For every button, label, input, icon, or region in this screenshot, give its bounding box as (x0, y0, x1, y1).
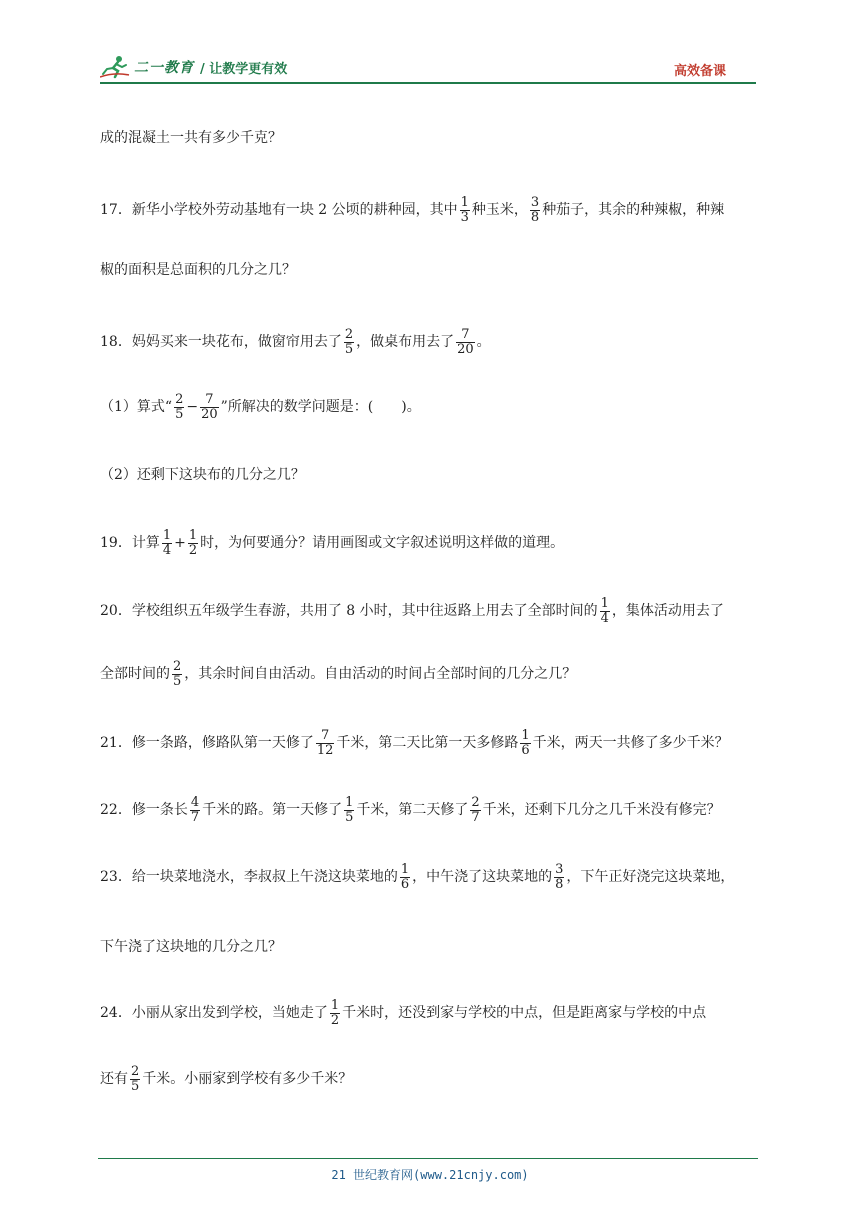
fraction: $\frac{1}{3}$ (460, 195, 469, 225)
fraction: $\frac{7}{20}$ (201, 392, 218, 422)
fraction: $\frac{1}{2}$ (330, 998, 340, 1028)
fraction: $\frac{1}{4}$ (162, 528, 172, 558)
fraction: $\frac{1}{6}$ (400, 862, 410, 892)
p16-continuation: 成的混凝土一共有多少千克？ (100, 130, 282, 146)
question-17: 17．新华小学校外劳动基地有一块 2 公顷的耕种园，其中 $\frac{1}{3}$ 种玉米， $\frac{3}{8}$ 种茄子，其余的种辣椒，种辣 (100, 195, 725, 225)
header-badge: 高效备课 (673, 64, 726, 79)
fraction: $\frac{7}{20}$ (457, 327, 474, 357)
fraction: $\frac{7}{12}$ (316, 728, 334, 758)
runner-logo-icon (100, 55, 130, 79)
footer-divider (98, 1158, 758, 1159)
fraction: $\frac{1}{6}$ (521, 728, 530, 758)
logo (100, 54, 287, 80)
fraction: $\frac{3}{8}$ (530, 195, 540, 225)
question-22: 22．修一条长 $\frac{4}{7}$ 千米的路。第一天修了 $\frac{1}{5}$ 千米，第二天修了 $\frac{2}{7}$ 千米，还剩下几分之几千米没有修完？ (100, 795, 721, 825)
fraction: $\frac{2}{5}$ (131, 1064, 140, 1094)
fraction: $\frac{2}{5}$ (175, 392, 184, 422)
footer-text: 21 世纪教育网(www.21cnjy.com) (331, 1168, 529, 1182)
question-23-line2: 下午浇了这块地的几分之几？ (100, 939, 282, 955)
question-20-line2: 全部时间的 $\frac{2}{5}$ ，其余时间自由活动。自由活动的时间占全部时间的几分之几？ (100, 659, 577, 689)
fraction: $\frac{3}{8}$ (555, 862, 564, 892)
fraction: $\frac{1}{4}$ (600, 596, 609, 626)
fraction: $\frac{1}{5}$ (345, 795, 354, 825)
header-divider (100, 82, 756, 84)
fraction: $\frac{2}{5}$ (344, 327, 354, 357)
question-17-line2: 椒的面积是总面积的几分之几？ (100, 262, 296, 278)
question-19: 19．计算 $\frac{1}{4}$ + $\frac{1}{2}$ 时，为何要通分？请用画图或文字叙述说明这样做的道理。 (100, 528, 565, 558)
question-18-part1: （1）算式“ $\frac{2}{5}$ − $\frac{7}{20}$ ”所解决的数学问题是：( )。 (100, 392, 421, 422)
slogan: / 让教学更有效 (200, 61, 288, 77)
brand-name: 二一教育 (134, 60, 194, 76)
fraction: $\frac{4}{7}$ (190, 795, 200, 825)
page-header (100, 54, 756, 82)
question-18-part2: （2）还剩下这块布的几分之几？ (100, 467, 305, 483)
question-18: 18．妈妈买来一块花布，做窗帘用去了 $\frac{2}{5}$ ，做桌布用去了 $\frac{7}{20}$ 。 (100, 327, 491, 357)
question-20: 20．学校组织五年级学生春游，共用了 8 小时，其中往返路上用去了全部时间的 $\frac{1}{4}$ ，集体活动用去了 (100, 596, 724, 626)
question-24: 24．小丽从家出发到学校，当她走了 $\frac{1}{2}$ 千米时，还没到家与学校的中点，但是距离家与学校的中点 (100, 998, 707, 1028)
fraction: $\frac{2}{5}$ (173, 659, 182, 689)
fraction: $\frac{1}{2}$ (188, 528, 198, 558)
question-23: 23．给一块菜地浇水，李叔叔上午浇这块菜地的 $\frac{1}{6}$ ，中午浇了这块菜地的 $\frac{3}{8}$ ，下午正好浇完这块菜地， (100, 862, 735, 892)
question-24-line2: 还有 $\frac{2}{5}$ 千米。小丽家到学校有多少千米？ (100, 1064, 353, 1094)
question-21: 21．修一条路，修路队第一天修了 $\frac{7}{12}$ 千米，第二天比第一天多修路 $\frac{1}{6}$ 千米，两天一共修了多少千米？ (100, 728, 729, 758)
fraction: $\frac{2}{7}$ (471, 795, 480, 825)
